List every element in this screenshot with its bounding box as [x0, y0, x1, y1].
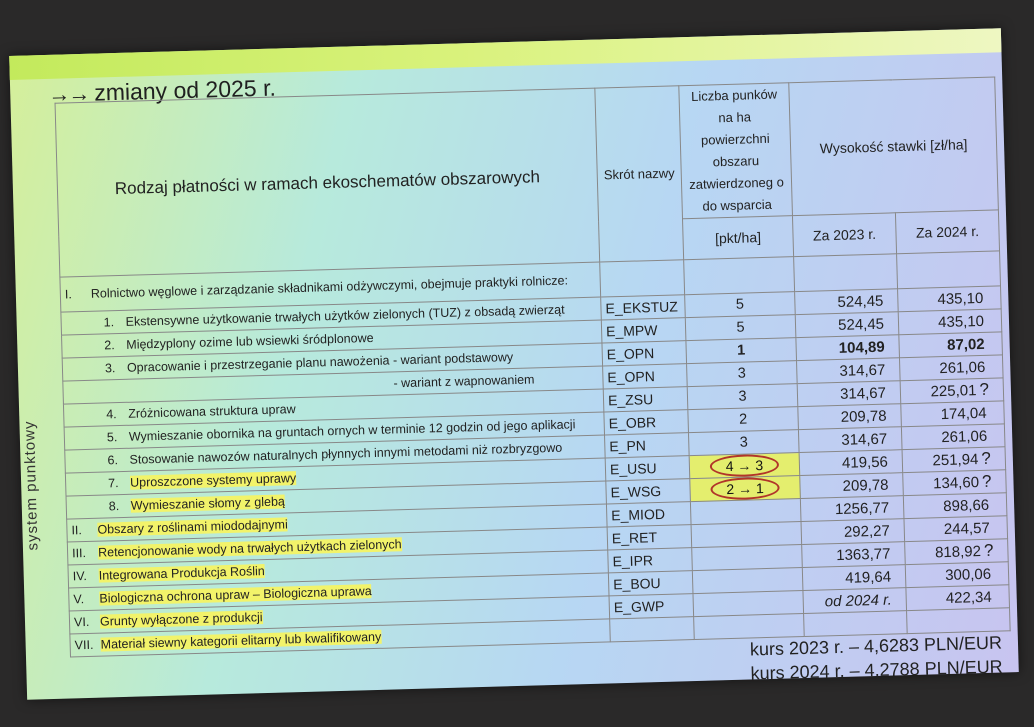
header-short-name: Skrót nazwy — [595, 86, 684, 262]
row-rate-2024 — [905, 539, 1009, 565]
row-number: 2. — [104, 338, 115, 353]
row-code: E_ZSU — [603, 387, 688, 412]
rate-value: 435,10 — [937, 289, 984, 309]
rate-value: 898,66 — [943, 496, 990, 516]
section-number: III. — [71, 546, 87, 561]
rate-value: 244,57 — [943, 519, 991, 539]
row-code: E_GWP — [609, 594, 694, 619]
row-label: Opracowanie i przestrzeganie planu nawożenia - wariant podstawowy — [126, 350, 514, 375]
presentation-slide — [9, 28, 1019, 699]
question-mark: ? — [981, 471, 992, 491]
exchange-rate-notes — [750, 630, 1003, 685]
rate-value: 435,10 — [937, 312, 985, 332]
question-mark — [990, 426, 991, 445]
row-label: Międzyplony ozime lub wsiewki śródplonowe — [126, 330, 374, 352]
question-mark — [988, 357, 989, 376]
row-rate-2024 — [906, 585, 1010, 611]
row-points: 2 — [688, 407, 799, 433]
row-rate-2024 — [901, 424, 1005, 450]
double-arrow-icon: →→ — [47, 80, 89, 107]
question-mark — [994, 587, 995, 606]
rate-value: 87,02 — [946, 335, 985, 354]
row-number: 3. — [104, 361, 116, 376]
row-rate-2023: 209,78 — [800, 473, 904, 499]
header-rate: Wysokość stawki [zł/ha] — [789, 77, 999, 216]
row-label: Ekstensywne użytkowanie trwałych użytków zielonych (TUZ) z obsadą zwierząt — [125, 302, 565, 329]
row-code: E_MPW — [601, 318, 686, 343]
row-points: 3 — [687, 384, 798, 410]
circled-points-change: 2 → 1 — [710, 477, 780, 501]
question-mark: ? — [983, 540, 994, 560]
row-code: E_RET — [607, 525, 692, 550]
row-label: Stosowanie nawozów naturalnych płynnych innymi metodami niż rozbryzgowo — [129, 440, 563, 467]
row-rate-2023: 314,67 — [798, 427, 902, 453]
row-number: 6. — [107, 453, 119, 468]
section-label: Integrowana Produkcja Roślin — [98, 564, 265, 583]
row-rate-2024 — [902, 447, 1006, 473]
section-number: II. — [71, 523, 83, 538]
section-label: Rolnictwo węglowe i zarządzanie składnikami odżywczymi, obejmuje praktyki rolnicze: — [90, 273, 569, 301]
section-label: Materiał siewny kategorii elitarny lub kwalifikowany — [100, 629, 382, 652]
section-number: VI. — [73, 614, 90, 630]
rate-value: 174,04 — [940, 404, 987, 424]
empty-cell — [684, 257, 795, 295]
question-mark — [992, 518, 993, 537]
section-label: Obszary z roślinami miododajnymi — [97, 517, 288, 537]
row-rate-2023: 524,45 — [795, 312, 899, 338]
header-points-unit: [pkt/ha] — [683, 216, 794, 260]
row-points: 3 — [687, 361, 798, 387]
ecoscheme-table — [55, 76, 1011, 657]
rate-value: 818,92 — [934, 543, 982, 562]
row-points — [690, 476, 801, 502]
question-mark — [987, 334, 988, 353]
question-mark: ? — [979, 379, 990, 400]
row-rate-2024 — [899, 355, 1003, 381]
rate-value: 225,01 — [930, 382, 977, 401]
rate-value: 261,06 — [939, 358, 986, 378]
empty-cell — [794, 254, 898, 292]
row-code: E_BOU — [608, 571, 693, 596]
row-label-highlighted: Uproszczone systemy uprawy — [129, 471, 297, 490]
empty-cell — [692, 568, 803, 594]
rate-value: 422,34 — [945, 588, 992, 608]
row-rate-2023: 314,67 — [797, 358, 901, 384]
header-year-2024: Za 2024 r. — [895, 210, 999, 254]
circled-points-change: 4 → 3 — [709, 454, 779, 478]
row-rate-2023: 1256,77 — [800, 496, 904, 522]
header-payment-type: Rodzaj płatności w ramach ekoschematów obszarowych — [55, 88, 600, 277]
header-points: Liczba punków na ha powierzchni obszaru zatwierdzoneg o do wsparcia — [679, 83, 793, 219]
header-year-2023: Za 2023 r. — [792, 213, 896, 257]
row-code: E_MIOD — [606, 502, 691, 527]
empty-cell — [691, 522, 802, 548]
empty-cell — [897, 251, 1001, 289]
empty-cell — [690, 499, 801, 525]
row-label: Zróżnicowana struktura upraw — [128, 402, 296, 421]
section-label: Grunty wyłączone z produkcji — [99, 610, 263, 629]
exchange-rate-2024: kurs 2024 r. – 4,2788 PLN/EUR — [750, 656, 1003, 684]
question-mark — [987, 311, 988, 330]
row-rate-2023: 104,89 — [796, 335, 900, 361]
exchange-rate-2023: kurs 2023 r. – 4,6283 PLN/EUR — [749, 632, 1003, 660]
section-number: V. — [73, 592, 85, 607]
row-points — [689, 453, 800, 479]
empty-cell — [600, 260, 685, 297]
empty-cell — [692, 545, 803, 571]
row-code: E_USU — [605, 456, 690, 481]
row-rate-2024 — [903, 470, 1007, 496]
row-rate-2024 — [898, 309, 1002, 335]
row-number: 8. — [108, 499, 120, 514]
question-mark — [992, 495, 993, 514]
row-rate-2024 — [901, 401, 1005, 427]
row-number: 4. — [106, 407, 117, 422]
section-label: Biologiczna ochrona upraw – Biologiczna uprawa — [99, 584, 372, 606]
row-points: 3 — [688, 430, 799, 456]
row-code: E_IPR — [608, 548, 693, 573]
side-label-text: system punktowy — [20, 420, 42, 551]
row-label: Wymieszanie obornika na gruntach ornych w terminie 12 godzin od jego aplikacji — [128, 417, 576, 444]
row-rate-2023: od 2024 r. — [803, 588, 907, 614]
section-number: IV. — [72, 569, 88, 584]
row-code: E_OPN — [603, 364, 688, 389]
rate-value: 261,06 — [941, 427, 988, 447]
row-rate-2023: 314,67 — [797, 381, 901, 407]
row-code: E_PN — [605, 433, 690, 458]
empty-cell — [693, 591, 804, 617]
question-mark: ? — [981, 448, 992, 468]
rate-value: 134,60 — [932, 474, 980, 493]
rate-value: 300,06 — [944, 565, 992, 585]
row-points: 1 — [686, 338, 797, 364]
question-mark — [994, 564, 995, 583]
row-label-highlighted: Wymieszanie słomy z glebą — [130, 494, 286, 513]
row-rate-2023: 419,64 — [802, 565, 906, 591]
row-rate-2023: 524,45 — [795, 289, 899, 315]
question-mark — [995, 610, 996, 629]
row-code — [610, 617, 695, 642]
row-rate-2023: 209,78 — [798, 404, 902, 430]
row-rate-2024 — [905, 562, 1009, 588]
row-rate-2024 — [898, 286, 1002, 312]
row-rate-2023: 419,56 — [799, 450, 903, 476]
row-number: 1. — [103, 315, 115, 330]
section-label: Retencjonowanie wody na trwałych użytkach zielonych — [97, 537, 402, 560]
question-mark — [989, 403, 990, 422]
section-number: I. — [64, 287, 73, 302]
question-mark — [986, 288, 987, 307]
row-code: E_EKSTUZ — [601, 295, 686, 320]
row-code: E_OPN — [602, 341, 687, 366]
slide-title-text: zmiany od 2025 r. — [93, 74, 277, 106]
row-rate-2024 — [900, 378, 1004, 404]
row-number: 5. — [106, 430, 118, 445]
row-rate-2023: 1363,77 — [802, 542, 906, 568]
row-label: - wariant z wapnowaniem — [393, 372, 535, 391]
row-rate-2024 — [904, 516, 1008, 542]
row-number: 7. — [107, 476, 119, 491]
slide-top-bar — [9, 28, 1001, 80]
row-rate-2024 — [899, 332, 1003, 358]
row-code: E_WSG — [606, 479, 691, 504]
row-rate-2023: 292,27 — [801, 519, 905, 545]
section-number: VII. — [74, 637, 94, 653]
row-points: 5 — [685, 292, 796, 318]
rate-value: 251,94 — [932, 451, 979, 470]
row-rate-2024 — [903, 493, 1007, 519]
row-points: 5 — [685, 315, 796, 341]
row-code: E_OBR — [604, 410, 689, 435]
